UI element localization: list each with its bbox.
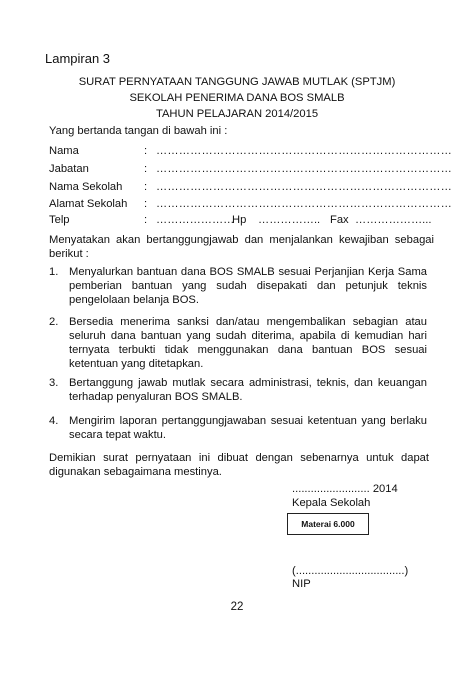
field-value-fax: ………………... (355, 214, 432, 226)
field-label-nama: Nama (49, 145, 79, 157)
field-label-nama-sekolah: Nama Sekolah (49, 181, 123, 193)
page-number: 22 (230, 601, 244, 613)
list-item-text: Bertanggung jawab mutlak secara administrasi, teknis, dan keuangan terhadap penyaluran BOS SMALB. (69, 377, 427, 403)
field-colon: : (144, 198, 148, 210)
list-item-number: 1. (49, 266, 59, 278)
field-colon: : (144, 163, 148, 175)
list-item-text: Mengirim laporan pertanggungjawaban sesuai ketentuan yang berlaku secara tepat waktu. (69, 415, 427, 441)
field-label-hp: Hp (232, 214, 247, 226)
field-value-nama-sekolah: …………………………………………………………………… (156, 181, 453, 193)
signature-nip: NIP (292, 578, 311, 590)
signature-date: ......................... 2014 (292, 483, 398, 495)
title-line-3: TAHUN PELAJARAN 2014/2015 (155, 108, 319, 120)
appendix-label: Lampiran 3 (45, 51, 111, 66)
field-value-jabatan: …………………………………………………………………… (156, 163, 453, 175)
field-value-alamat-sekolah: …………………………………………………………………… (156, 198, 453, 210)
list-item-text: Menyalurkan bantuan dana BOS SMALB sesuai Perjanjian Kerja Sama pemberian bantuan yang sudah disepakati dan petunjuk teknis pengelolaan belanja BOS. (69, 266, 427, 306)
field-label-telp: Telp (49, 214, 70, 226)
list-item-number: 3. (49, 377, 59, 389)
field-value-nama: …………………………………………………………………… (156, 145, 453, 157)
intro-statement: Menyatakan akan bertanggungjawab dan menjalankan kewajiban sebagai berikut : (49, 234, 434, 260)
list-item-number: 4. (49, 415, 59, 427)
stamp-box: Materai 6.000 (287, 513, 369, 535)
signature-name-line: (...................................) (292, 565, 409, 577)
field-colon: : (144, 181, 148, 193)
opening-statement: Yang bertanda tangan di bawah ini : (49, 125, 228, 137)
closing-statement: Demikian surat pernyataan ini dibuat dengan sebenarnya untuk dapat digunakan sebagaimana mestinya. (49, 452, 429, 478)
signature-position: Kepala Sekolah (292, 497, 371, 509)
title-line-1: SURAT PERNYATAAN TANGGUNG JAWAB MUTLAK (SPTJM) (78, 76, 396, 88)
field-label-fax: Fax (330, 214, 349, 226)
list-item-text: Bersedia menerima sanksi dan/atau mengembalikan sebagian atau seluruh dana bantuan yang sudah diterima, apabila di kemudian hari ternyata terbukti tidak menggunakan dana bantuan BOS sesuai ketentuan yang ditetapkan. (69, 316, 427, 370)
field-label-alamat-sekolah: Alamat Sekolah (49, 198, 128, 210)
title-line-2: SEKOLAH PENERIMA DANA BOS SMALB (129, 92, 345, 104)
field-label-jabatan: Jabatan (49, 163, 89, 175)
field-value-hp: …………….. (258, 214, 321, 226)
field-colon: : (144, 214, 148, 226)
field-colon: : (144, 145, 148, 157)
list-item-number: 2. (49, 316, 59, 328)
field-value-telp: ………………… (156, 214, 235, 226)
